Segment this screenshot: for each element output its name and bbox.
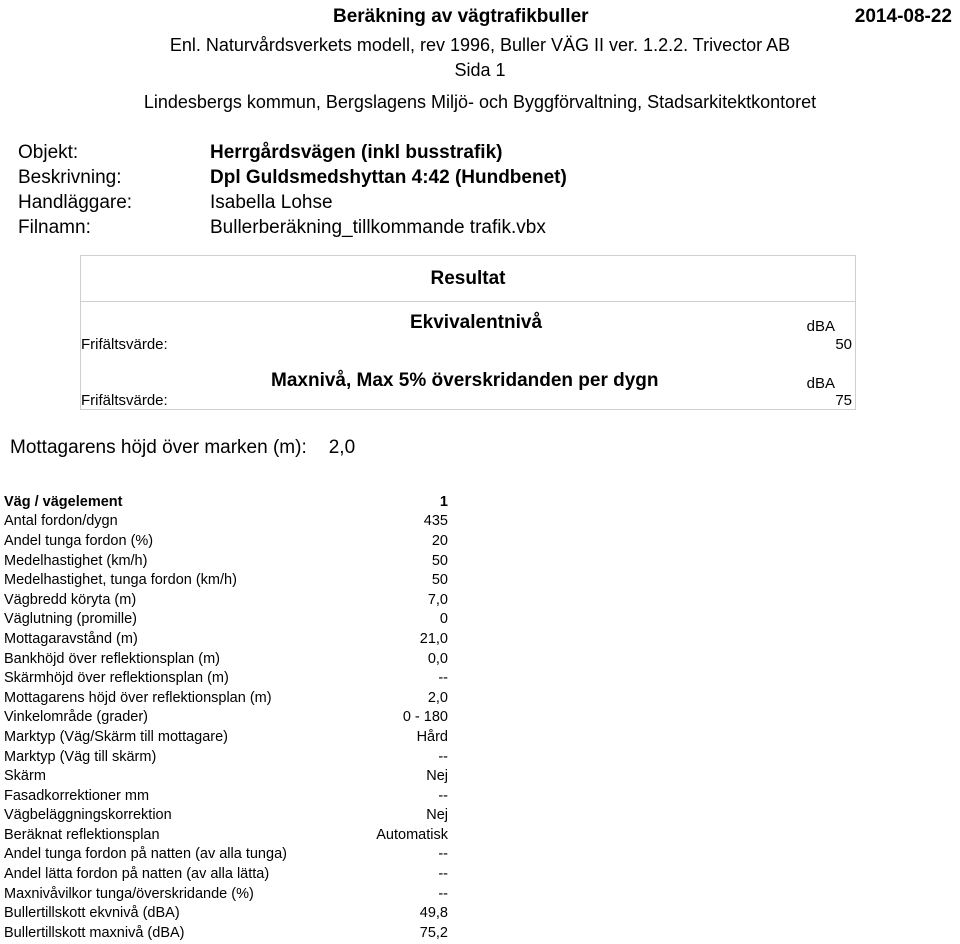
parameter-value: 0,0 (427, 650, 448, 667)
meta-row-object (18, 140, 567, 165)
parameter-label: Mottagarens höjd över reflektionsplan (m) (4, 689, 272, 706)
parameter-value: 7,0 (427, 591, 448, 608)
parameter-row (4, 512, 448, 532)
parameter-value: -- (438, 846, 448, 863)
parameter-value: -- (438, 885, 448, 902)
receiver-height (10, 437, 355, 459)
parameter-value: 49,8 (419, 905, 448, 922)
meta-label: Handläggare: (18, 191, 133, 213)
equivalent-level-unit: dBA (806, 318, 835, 335)
parameter-row (4, 747, 448, 767)
parameter-value: 1 (439, 493, 448, 510)
parameter-row (4, 629, 448, 649)
parameter-row (4, 923, 448, 943)
organization: Lindesbergs kommun, Bergslagens Miljö- och Byggförvaltning, Stadsarkitektkontoret (143, 92, 817, 112)
meta-value: Herrgårdsvägen (inkl busstrafik) (210, 141, 503, 163)
parameter-label: Bullertillskott maxnivå (dBA) (4, 924, 185, 941)
equivalent-level-title: Ekvivalentnivå (410, 312, 543, 333)
meta-value: Isabella Lohse (210, 191, 333, 213)
parameter-label: Bankhöjd över reflektionsplan (m) (4, 650, 220, 667)
parameter-label: Andel lätta fordon på natten (av alla lätta) (4, 866, 270, 883)
parameter-value: Automatisk (376, 826, 448, 843)
parameter-table (4, 492, 448, 943)
parameter-table-header (4, 492, 448, 512)
parameter-row (4, 864, 448, 884)
parameter-value: Hård (416, 728, 448, 745)
parameter-value: 50 (431, 572, 448, 589)
parameter-label: Skärmhöjd över reflektionsplan (m) (4, 670, 229, 687)
result-heading: Resultat (81, 256, 855, 302)
parameter-label: Maxnivåvilkor tunga/överskridande (%) (4, 885, 254, 902)
parameter-label: Vinkelområde (grader) (4, 709, 148, 726)
parameter-row (4, 590, 448, 610)
parameter-label: Beräknat reflektionsplan (4, 826, 160, 843)
max-freefield-label: Frifältsvärde: (81, 392, 168, 409)
parameter-label: Andel tunga fordon på natten (av alla tunga) (4, 846, 287, 863)
meta-row-handler (18, 190, 567, 215)
parameter-label: Bullertillskott ekvnivå (dBA) (4, 905, 180, 922)
meta-row-filename (18, 215, 567, 240)
parameter-value: Nej (426, 768, 448, 785)
parameter-value: 435 (423, 513, 448, 530)
meta-label: Objekt: (18, 141, 79, 163)
parameter-label: Väg / vägelement (4, 493, 123, 510)
parameter-label: Vägbeläggningskorrektion (4, 807, 172, 824)
parameter-row (4, 531, 448, 551)
max-level-title: Maxnivå, Max 5% överskridanden per dygn (271, 370, 659, 391)
report-date: 2014-08-22 (854, 6, 952, 27)
page-number: Sida 1 (454, 60, 506, 80)
parameter-row (4, 688, 448, 708)
meta-row-description (18, 165, 567, 190)
receiver-height-label: Mottagarens höjd över marken (m): (10, 437, 307, 458)
parameter-row (4, 766, 448, 786)
meta-label: Filnamn: (18, 216, 91, 238)
parameter-value: 0 - 180 (402, 709, 448, 726)
parameter-label: Fasadkorrektioner mm (4, 787, 150, 804)
meta-block (18, 140, 567, 240)
result-box (80, 255, 856, 410)
equivalent-freefield-label: Frifältsvärde: (81, 336, 168, 353)
parameter-row (4, 903, 448, 923)
parameter-value: 75,2 (419, 924, 448, 941)
parameter-label: Antal fordon/dygn (4, 513, 118, 530)
parameter-label: Vägbredd köryta (m) (4, 591, 137, 608)
parameter-label: Mottagaravstånd (m) (4, 630, 138, 647)
report-title: Beräkning av vägtrafikbuller (333, 6, 589, 27)
parameter-value: 0 (439, 611, 448, 628)
parameter-row (4, 551, 448, 571)
parameter-label: Medelhastighet (km/h) (4, 552, 148, 569)
parameter-row (4, 570, 448, 590)
parameter-row (4, 786, 448, 806)
parameter-value: 20 (431, 532, 448, 549)
parameter-label: Väglutning (promille) (4, 611, 137, 628)
parameter-label: Skärm (4, 768, 46, 785)
parameter-label: Marktyp (Väg/Skärm till mottagare) (4, 728, 229, 745)
parameter-value: 2,0 (427, 689, 448, 706)
equivalent-freefield-value: 50 (835, 336, 852, 353)
max-freefield-value: 75 (835, 392, 852, 409)
parameter-value: -- (438, 866, 448, 883)
max-level-unit: dBA (806, 375, 835, 392)
meta-value: Bullerberäkning_tillkommande trafik.vbx (210, 216, 546, 238)
parameter-value: -- (438, 748, 448, 765)
parameter-label: Andel tunga fordon (%) (4, 532, 154, 549)
parameter-row (4, 845, 448, 865)
parameter-value: Nej (426, 807, 448, 824)
receiver-height-value: 2,0 (328, 437, 356, 458)
parameter-row (4, 649, 448, 669)
parameter-row (4, 884, 448, 904)
parameter-row (4, 727, 448, 747)
parameter-row (4, 668, 448, 688)
parameter-value: 21,0 (419, 630, 448, 647)
parameter-row (4, 825, 448, 845)
parameter-value: 50 (431, 552, 448, 569)
parameter-value: -- (438, 787, 448, 804)
parameter-row (4, 708, 448, 728)
parameter-row (4, 806, 448, 826)
parameter-value: -- (438, 670, 448, 687)
parameter-row (4, 610, 448, 630)
report-subtitle: Enl. Naturvårdsverkets modell, rev 1996, Buller VÄG II ver. 1.2.2. Trivector AB (169, 35, 791, 55)
meta-label: Beskrivning: (18, 166, 122, 188)
parameter-label: Marktyp (Väg till skärm) (4, 748, 157, 765)
parameter-label: Medelhastighet, tunga fordon (km/h) (4, 572, 237, 589)
meta-value: Dpl Guldsmedshyttan 4:42 (Hundbenet) (210, 166, 567, 188)
